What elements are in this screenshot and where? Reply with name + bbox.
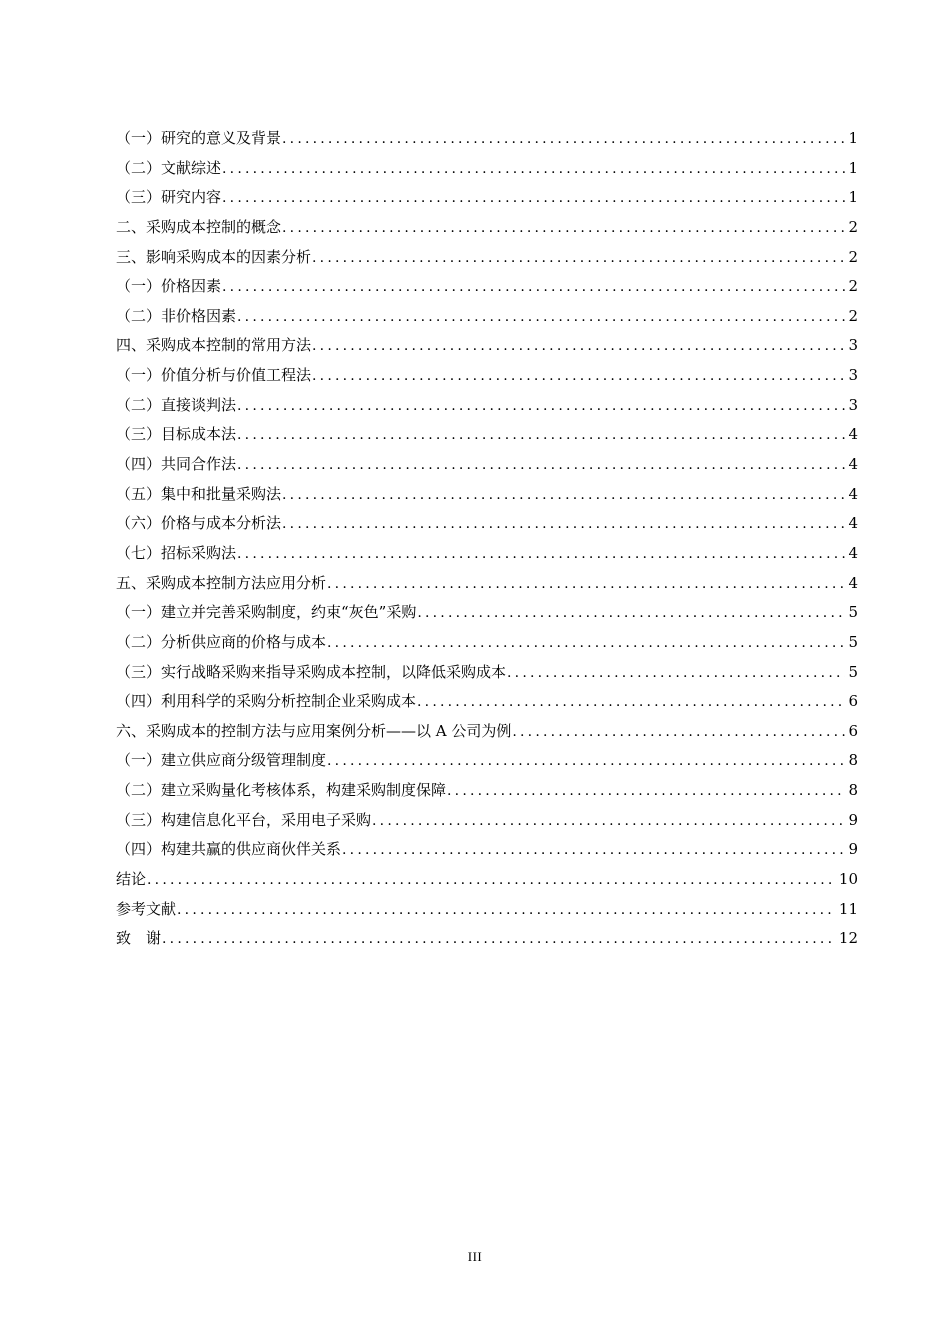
toc-entry-page: 4 — [848, 543, 858, 562]
toc-entry-title: （一）建立供应商分级管理制度 — [116, 751, 327, 770]
toc-entry-page: 4 — [848, 484, 858, 503]
toc-entry-title: 结论 — [116, 870, 147, 889]
toc-entry[interactable] — [116, 569, 858, 599]
toc-entry-title: （五）集中和批量采购法 — [116, 484, 282, 503]
toc-entry-title: （二）建立采购量化考核体系，构建采购制度保障 — [116, 781, 447, 800]
toc-entry-title: （四）利用科学的采购分析控制企业采购成本 — [116, 692, 417, 711]
toc-dot-leader — [512, 718, 845, 748]
toc-entry-title: （三）目标成本法 — [116, 425, 237, 444]
toc-entry[interactable] — [116, 835, 858, 865]
toc-entry-title: （二）文献综述 — [116, 158, 222, 177]
toc-dot-leader — [177, 896, 836, 926]
toc-dot-leader — [282, 125, 845, 155]
page-number: III — [467, 1249, 483, 1264]
toc-entry-page: 8 — [848, 781, 858, 800]
toc-dot-leader — [342, 836, 845, 866]
toc-dot-leader — [237, 303, 845, 333]
toc-entry-title: （四）构建共赢的供应商伙伴关系 — [116, 840, 342, 859]
toc-dot-leader — [237, 421, 845, 451]
toc-entry-page: 2 — [848, 217, 858, 236]
toc-entry-title: 参考文献 — [116, 899, 177, 918]
toc-entry[interactable] — [116, 687, 858, 717]
toc-dot-leader — [312, 362, 845, 392]
toc-dot-leader — [507, 659, 845, 689]
toc-entry-page: 3 — [848, 336, 858, 355]
toc-entry-page: 6 — [848, 692, 858, 711]
toc-entry[interactable] — [116, 509, 858, 539]
toc-entry[interactable] — [116, 865, 858, 895]
toc-entry-title: （一）建立并完善采购制度，约束“灰色”采购 — [116, 603, 417, 622]
toc-entry[interactable] — [116, 154, 858, 184]
toc-entry-page: 5 — [848, 603, 858, 622]
toc-entry-title: 四、采购成本控制的常用方法 — [116, 336, 312, 355]
toc-entry[interactable] — [116, 776, 858, 806]
toc-entry-title: （三）构建信息化平台，采用电子采购 — [116, 810, 372, 829]
toc-entry-title: （四）共同合作法 — [116, 455, 237, 474]
toc-entry[interactable] — [116, 124, 858, 154]
toc-entry-page: 4 — [848, 455, 858, 474]
toc-dot-leader — [327, 747, 845, 777]
toc-entry[interactable] — [116, 420, 858, 450]
toc-entry-title: 三、影响采购成本的因素分析 — [116, 247, 312, 266]
toc-entry-title: 五、采购成本控制方法应用分析 — [116, 573, 327, 592]
toc-entry-page: 2 — [848, 306, 858, 325]
toc-dot-leader — [222, 273, 845, 303]
toc-entry-page: 12 — [838, 929, 858, 948]
toc-entry[interactable] — [116, 598, 858, 628]
toc-entry-title: （二）直接谈判法 — [116, 395, 237, 414]
toc-entry-title: （一）价格因素 — [116, 277, 222, 296]
toc-entry-title: 六、采购成本的控制方法与应用案例分析——以 A 公司为例 — [116, 721, 512, 740]
toc-entry-title: （一）价值分析与价值工程法 — [116, 366, 312, 385]
toc-dot-leader — [417, 688, 845, 718]
toc-entry-title: （三）研究内容 — [116, 188, 222, 207]
toc-entry-title: （一）研究的意义及背景 — [116, 129, 282, 147]
toc-dot-leader — [282, 214, 845, 244]
toc-entry-title: （二）分析供应商的价格与成本 — [116, 632, 327, 651]
toc-dot-leader — [327, 629, 845, 659]
toc-entry-page: 10 — [838, 870, 858, 889]
toc-dot-leader — [282, 481, 845, 511]
toc-dot-leader — [237, 451, 845, 481]
toc-entry[interactable] — [116, 183, 858, 213]
toc-dot-leader — [222, 184, 845, 214]
toc-entry-page: 9 — [848, 840, 858, 859]
toc-entry-page: 11 — [838, 899, 858, 918]
toc-entry-page: 5 — [848, 632, 858, 651]
toc-entry-page: 5 — [848, 662, 858, 681]
toc-dot-leader — [282, 510, 845, 540]
toc-entry[interactable] — [116, 895, 858, 925]
toc-entry[interactable] — [116, 924, 858, 954]
toc-dot-leader — [147, 866, 836, 896]
toc-dot-leader — [237, 540, 845, 570]
toc-entry-title: （七）招标采购法 — [116, 543, 237, 562]
toc-dot-leader — [222, 155, 845, 185]
toc-entry[interactable] — [116, 806, 858, 836]
toc-entry[interactable] — [116, 213, 858, 243]
toc-entry[interactable] — [116, 658, 858, 688]
toc-entry[interactable] — [116, 272, 858, 302]
toc-dot-leader — [237, 392, 845, 422]
toc-dot-leader — [312, 332, 845, 362]
toc-dot-leader — [447, 777, 845, 807]
toc-entry[interactable] — [116, 361, 858, 391]
table-of-contents — [116, 124, 858, 954]
toc-entry[interactable] — [116, 480, 858, 510]
toc-entry-title: （六）价格与成本分析法 — [116, 514, 282, 533]
toc-entry[interactable] — [116, 450, 858, 480]
toc-entry-title: 二、采购成本控制的概念 — [116, 217, 282, 236]
toc-entry-page: 3 — [848, 366, 858, 385]
toc-entry-page: 4 — [848, 573, 858, 592]
toc-entry[interactable] — [116, 539, 858, 569]
toc-entry-title: （三）实行战略采购来指导采购成本控制，以降低采购成本 — [116, 662, 507, 681]
toc-entry-page: 4 — [848, 514, 858, 533]
toc-dot-leader — [162, 925, 836, 955]
toc-entry-page: 1 — [848, 158, 858, 177]
toc-entry-page: 6 — [848, 721, 858, 740]
toc-entry[interactable] — [116, 243, 858, 273]
toc-entry-page: 1 — [848, 188, 858, 207]
toc-entry-page: 9 — [848, 810, 858, 829]
toc-entry-title: （二）非价格因素 — [116, 306, 237, 325]
toc-entry-page: 3 — [848, 395, 858, 414]
toc-entry-title: 致 谢 — [116, 929, 162, 948]
toc-entry-page: 2 — [848, 247, 858, 266]
toc-entry-page: 4 — [848, 425, 858, 444]
toc-entry[interactable] — [116, 746, 858, 776]
toc-entry[interactable] — [116, 331, 858, 361]
toc-entry-page: 8 — [848, 751, 858, 770]
toc-entry-page: 1 — [848, 129, 858, 147]
toc-dot-leader — [372, 807, 845, 837]
toc-entry[interactable] — [116, 302, 858, 332]
toc-dot-leader — [312, 244, 845, 274]
toc-entry[interactable] — [116, 628, 858, 658]
toc-dot-leader — [327, 570, 845, 600]
toc-entry[interactable] — [116, 391, 858, 421]
toc-dot-leader — [417, 599, 845, 629]
toc-entry[interactable] — [116, 717, 858, 747]
toc-entry-page: 2 — [848, 277, 858, 296]
